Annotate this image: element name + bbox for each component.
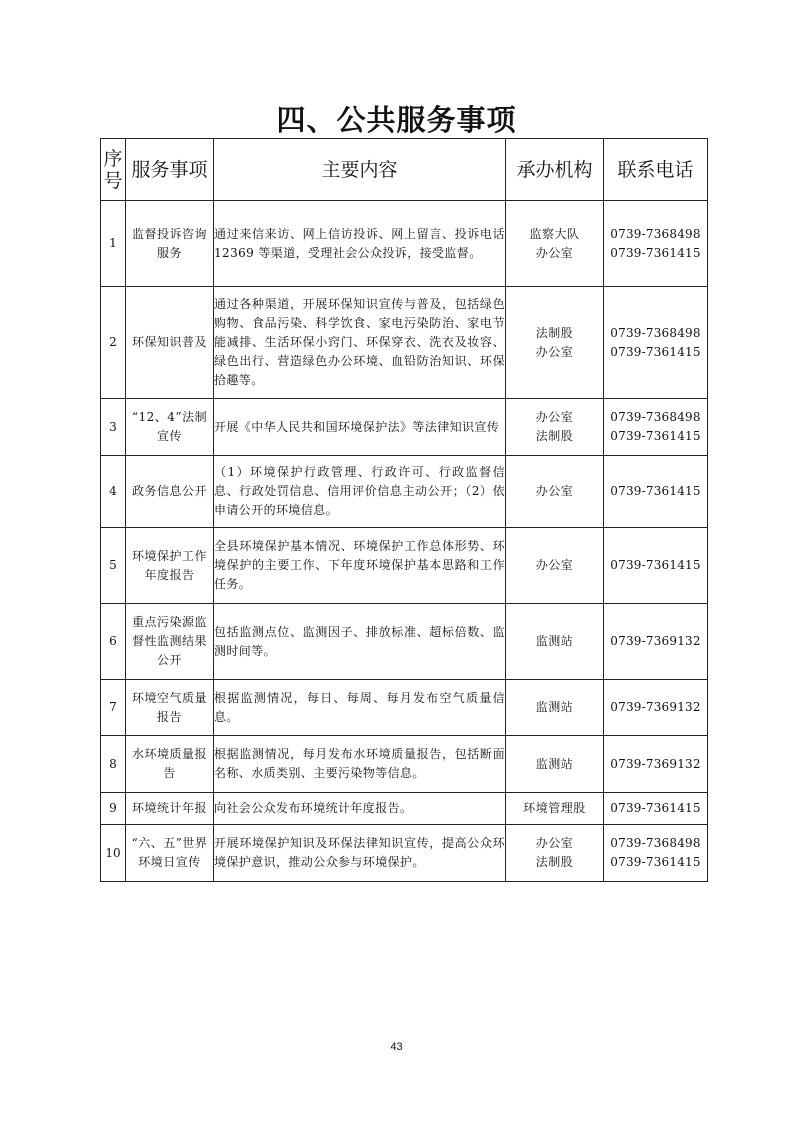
table-row: [101, 825, 708, 882]
header-org: 承办机构: [506, 139, 604, 201]
phone-number: 0739-7361415: [610, 801, 701, 815]
phone-number: 0739-7368498: [610, 410, 701, 424]
service-content: 向社会公众发布环境统计年度报告。: [214, 793, 506, 825]
table-row: [101, 456, 708, 528]
page-title: 四、公共服务事项: [276, 103, 517, 137]
service-item: 环境空气质量报告: [126, 680, 214, 736]
row-number: 2: [101, 287, 126, 399]
service-content: 根据监测情况，每日、每周、每月发布空气质量信息。: [214, 680, 506, 736]
service-content: 根据监测情况，每月发布水环境质量报告，包括断面名称、水质类别、主要污染物等信息。: [214, 736, 506, 793]
service-org: [506, 825, 604, 882]
service-content: 开展《中华人民共和国环境保护法》等法律知识宣传: [214, 399, 506, 456]
org-name: 法制股: [535, 429, 574, 443]
service-item: 政务信息公开: [126, 456, 214, 528]
phone-number: 0739-7361415: [610, 245, 701, 260]
row-number: 10: [101, 825, 126, 882]
table-row: [101, 680, 708, 736]
service-phone: [604, 201, 708, 287]
public-service-table: [100, 138, 708, 882]
row-number: 9: [101, 793, 126, 825]
service-item: 重点污染源监督性监测结果公开: [126, 604, 214, 680]
service-item: 监督投诉咨询服务: [126, 201, 214, 287]
phone-number: 0739-7368498: [610, 325, 701, 340]
row-number: 3: [101, 399, 126, 456]
service-org: [506, 793, 604, 825]
service-phone: [604, 793, 708, 825]
service-item: 环境保护工作年度报告: [126, 528, 214, 604]
row-number: 8: [101, 736, 126, 793]
org-name: 监测站: [535, 700, 574, 714]
service-item: 环境统计年报: [126, 793, 214, 825]
service-phone: [604, 825, 708, 882]
phone-number: 0739-7361415: [610, 484, 701, 498]
org-name: 办公室: [535, 484, 574, 498]
org-name: 监测站: [535, 756, 574, 771]
org-name: 办公室: [535, 245, 574, 260]
service-org: [506, 680, 604, 736]
table-row: [101, 736, 708, 793]
table-row: [101, 528, 708, 604]
service-content: 开展环境保护知识及环保法律知识宣传，提高公众环境保护意识，推动公众参与环境保护。: [214, 825, 506, 882]
org-name: 法制股: [535, 855, 574, 869]
service-org: [506, 201, 604, 287]
table-row: [101, 793, 708, 825]
phone-number: 0739-7368498: [610, 226, 701, 241]
service-item: 水环境质量报告: [126, 736, 214, 793]
service-content: 包括监测点位、监测因子、排放标准、超标倍数、监测时间等。: [214, 604, 506, 680]
service-content: 通过各种渠道，开展环保知识宣传与普及，包括绿色购物、食品污染、科学饮食、家电污染防治、家电节能减排、生活环保小窍门、环保穿衣、洗衣及妆容、绿色出行、营造绿色办公环境、血铅防治知识、环保拾趣等。: [214, 287, 506, 399]
table-row: [101, 604, 708, 680]
table-header-row: [101, 139, 708, 201]
org-name: 办公室: [535, 558, 574, 572]
service-phone: [604, 287, 708, 399]
org-name: 监测站: [535, 634, 574, 648]
phone-number: 0739-7369132: [610, 634, 701, 648]
table-row: [101, 201, 708, 287]
org-name: 环境管理股: [523, 801, 586, 815]
phone-number: 0739-7361415: [610, 344, 701, 359]
org-name: 办公室: [535, 410, 574, 424]
service-phone: [604, 680, 708, 736]
table-row: [101, 399, 708, 456]
phone-number: 0739-7361415: [610, 558, 701, 572]
phone-number: 0739-7361415: [610, 429, 701, 443]
service-phone: [604, 528, 708, 604]
table-row: [101, 287, 708, 399]
row-number: 4: [101, 456, 126, 528]
service-content: 通过来信来访、网上信访投诉、网上留言、投诉电话 12369 等渠道，受理社会公众投诉，接受监督。: [214, 201, 506, 287]
row-number: 1: [101, 201, 126, 287]
page-number: 43: [390, 1041, 403, 1053]
phone-number: 0739-7361415: [610, 855, 701, 869]
service-item: “12、4”法制宣传: [126, 399, 214, 456]
org-name: 办公室: [535, 836, 574, 850]
service-item: “六、五”世界环境日宣传: [126, 825, 214, 882]
header-item: 服务事项: [126, 139, 214, 201]
header-content: 主要内容: [214, 139, 506, 201]
service-phone: [604, 736, 708, 793]
header-no: 序号: [101, 139, 126, 201]
service-phone: [604, 604, 708, 680]
org-name: 法制股: [535, 325, 574, 340]
org-name: 监察大队: [529, 226, 580, 241]
service-org: [506, 287, 604, 399]
service-org: [506, 604, 604, 680]
service-phone: [604, 456, 708, 528]
service-phone: [604, 399, 708, 456]
service-org: [506, 528, 604, 604]
row-number: 6: [101, 604, 126, 680]
header-phone: 联系电话: [604, 139, 708, 201]
service-item: 环保知识普及: [126, 287, 214, 399]
row-number: 5: [101, 528, 126, 604]
service-content: （1）环境保护行政管理、行政许可、行政监督信息、行政处罚信息、信用评价信息主动公开；（2）依申请公开的环境信息。: [214, 456, 506, 528]
org-name: 办公室: [535, 344, 574, 359]
row-number: 7: [101, 680, 126, 736]
service-org: [506, 399, 604, 456]
phone-number: 0739-7369132: [610, 700, 701, 714]
phone-number: 0739-7368498: [610, 836, 701, 850]
service-content: 全县环境保护基本情况、环境保护工作总体形势、环境保护的主要工作、下年度环境保护基本思路和工作任务。: [214, 528, 506, 604]
service-org: [506, 736, 604, 793]
service-org: [506, 456, 604, 528]
phone-number: 0739-7369132: [610, 756, 701, 771]
